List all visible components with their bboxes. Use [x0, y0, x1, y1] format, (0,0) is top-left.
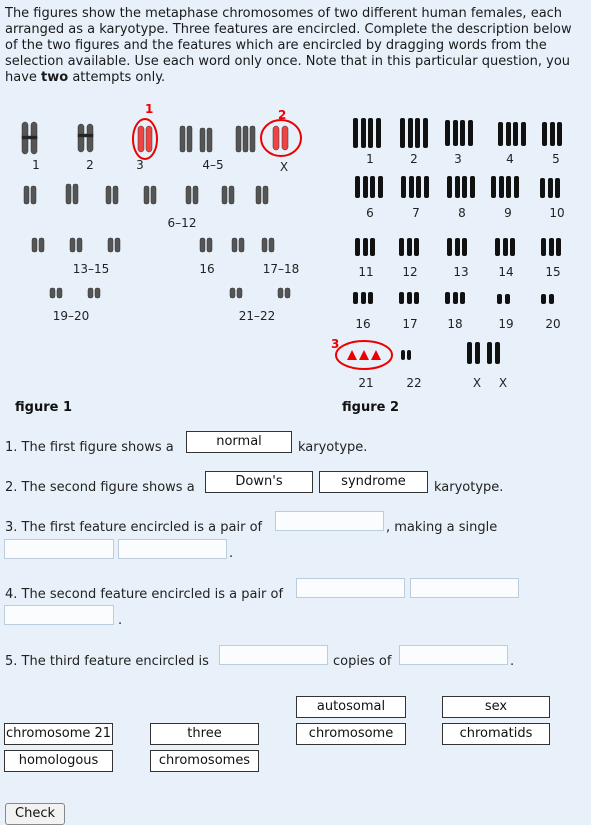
chromosome-label: 1 — [366, 152, 374, 166]
chromosome-label: 7 — [412, 206, 420, 220]
draggable-word[interactable]: chromosome 21 — [4, 723, 113, 745]
chromosome-label: 17 — [402, 317, 418, 331]
figure1-karyotype — [10, 100, 330, 330]
chromosome-label: 8 — [458, 206, 466, 220]
chromosome-label: 3 — [136, 158, 144, 172]
answer-slot-q2b[interactable]: syndrome — [319, 471, 428, 493]
question-4-period: . — [118, 613, 123, 628]
chromosome-label: 19–20 — [52, 309, 90, 323]
answer-slot-q1[interactable]: normal — [186, 431, 292, 453]
draggable-word[interactable]: autosomal — [296, 696, 406, 718]
draggable-word[interactable]: chromatids — [442, 723, 550, 745]
chromosome-label: 13 — [453, 265, 469, 279]
chromosome-label: 19 — [498, 317, 514, 331]
chromosome-label: 9 — [504, 206, 512, 220]
chromosome-label: 12 — [402, 265, 418, 279]
chromosome-label: X — [472, 376, 482, 390]
chromosome-label: 10 — [549, 206, 565, 220]
chromosome-label: 18 — [447, 317, 463, 331]
figure1-caption: figure 1 — [15, 400, 72, 415]
encircled-feature-1 — [133, 119, 157, 159]
chromosome-label: 13–15 — [72, 262, 110, 276]
encircled-feature-2 — [261, 120, 301, 156]
chromosome-label: 14 — [498, 265, 514, 279]
instructions — [5, 6, 587, 86]
draggable-word[interactable]: sex — [442, 696, 550, 718]
chromosome-label: 2 — [86, 158, 94, 172]
chromosome-label: 20 — [545, 317, 561, 331]
chromosome-label: 6 — [366, 206, 374, 220]
question-3-text: 3. The first feature encircled is a pair of — [5, 520, 263, 535]
answer-slot-q3a[interactable] — [275, 511, 384, 531]
question-5-period: . — [510, 654, 515, 669]
instructions-line: The figures show the metaphase chromosomes of two different human females, each — [5, 6, 563, 21]
chromosome-label: 21 — [358, 376, 374, 390]
draggable-word[interactable]: homologous — [4, 750, 113, 772]
instructions-line: selection available. Use each word only once. Note that in this particular question, you — [5, 54, 571, 69]
chromosome-label: X — [279, 160, 289, 174]
answer-slot-q4b[interactable] — [410, 578, 519, 598]
answer-slot-q4c[interactable] — [4, 605, 114, 625]
question-4-text: 4. The second feature encircled is a pair of — [5, 587, 284, 602]
question-2-text: 2. The second figure shows a — [5, 480, 195, 495]
answer-slot-q4a[interactable] — [296, 578, 405, 598]
instructions-line — [5, 70, 587, 86]
question-3-middle: , making a single — [386, 520, 498, 535]
question-1-text: 1. The first figure shows a — [5, 440, 174, 455]
draggable-word[interactable]: chromosome — [296, 723, 406, 745]
chromosome-label: 17–18 — [262, 262, 300, 276]
figure2-caption: figure 2 — [342, 400, 399, 415]
chromosome-label: 4 — [506, 152, 514, 166]
instructions-text: attempts only. — [68, 70, 166, 85]
draggable-word[interactable]: chromosomes — [150, 750, 259, 772]
chromosome-label: 3 — [454, 152, 462, 166]
question-3-period: . — [229, 546, 234, 561]
question-5-middle: copies of — [333, 654, 392, 669]
draggable-word[interactable]: three — [150, 723, 259, 745]
feature-marker: 3 — [331, 337, 340, 351]
chromosome-label: 4–5 — [202, 158, 224, 172]
feature-marker: 2 — [278, 108, 287, 122]
question-5-text: 5. The third feature encircled is — [5, 654, 209, 669]
chromosome-label: 11 — [358, 265, 374, 279]
feature-marker: 1 — [145, 102, 154, 116]
check-button[interactable]: Check — [5, 803, 65, 825]
chromosome-label: 16 — [199, 262, 215, 276]
chromosome-label: 5 — [552, 152, 560, 166]
chromosome-label: 15 — [545, 265, 561, 279]
instructions-line: of the two figures and the features which are encircled by dragging words from the — [5, 38, 547, 53]
chromosome-label: 6–12 — [167, 216, 197, 230]
answer-slot-q3b[interactable] — [4, 539, 114, 559]
instructions-text: have — [5, 70, 42, 85]
answer-slot-q5a[interactable] — [219, 645, 328, 665]
chromosome-label: X — [498, 376, 508, 390]
chromosome-label: 1 — [32, 158, 40, 172]
answer-slot-q3c[interactable] — [118, 539, 227, 559]
question-2-suffix: karyotype. — [434, 480, 504, 495]
question-1-suffix: karyotype. — [298, 440, 368, 455]
chromosome-label: 21–22 — [238, 309, 276, 323]
figure2-karyotype — [335, 110, 585, 380]
answer-slot-q5b[interactable] — [399, 645, 508, 665]
instructions-emphasis: two — [41, 70, 69, 85]
answer-slot-q2a[interactable]: Down's — [205, 471, 313, 493]
instructions-line: arranged as a karyotype. Three features are encircled. Complete the description below — [5, 22, 572, 37]
chromosome-label: 2 — [410, 152, 418, 166]
chromosome-label: 16 — [355, 317, 371, 331]
chromosome-label: 22 — [406, 376, 422, 390]
